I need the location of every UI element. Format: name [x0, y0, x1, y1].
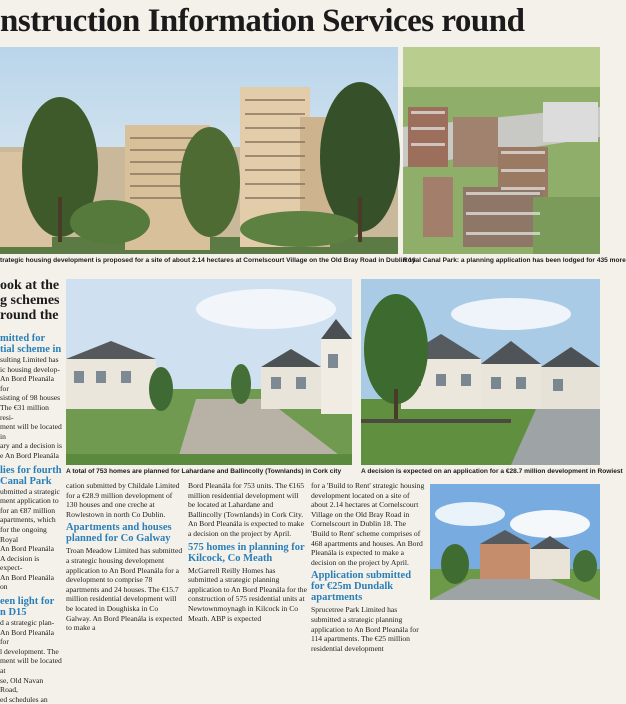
body-line: sulting Limited has	[0, 355, 59, 364]
royal-canal-park-aerial-photo	[403, 47, 600, 254]
rowlestown-houses-photo	[361, 279, 600, 465]
body-line: An Bord Pleanála for	[0, 627, 54, 647]
caption-top-left: trategic housing development is proposed for a site of about 2.14 hectares at Cornelscourt Village on the Old Bray Road in Dublin 18	[0, 257, 416, 264]
text-column-4	[311, 481, 426, 653]
body-line: ed schedules an	[0, 694, 48, 704]
body-line: apartments, which	[0, 515, 56, 525]
body-line: An Bord Pleanála for	[0, 374, 54, 393]
subheading: Application submitted for €25m Dundalk apartments	[311, 570, 412, 604]
subheading-line: mitted for	[0, 333, 46, 344]
page-headline: nstruction Information Services round	[0, 3, 525, 39]
body-line: An Bord Pleanála	[0, 544, 54, 554]
body-line: sisting of 98 houses	[0, 393, 61, 403]
body-line: ary and a decision is	[0, 441, 62, 451]
body-line: The €31 million resi-	[0, 402, 49, 422]
body-line: ubmitted a strategic	[0, 486, 60, 496]
body-line: d a strategic plan-	[0, 618, 55, 628]
subheading-line: tial scheme in	[0, 344, 62, 355]
cork-houses-photo	[66, 279, 352, 465]
dundalk-apartments-photo	[430, 484, 600, 600]
body-paragraph: cation submitted by Childale Limited for a €28.9 million development of 130 houses and one creche at Rowlestown in north Co Dublin.	[66, 481, 180, 519]
body-line: An Bord Pleanála on	[0, 572, 54, 592]
caption-mid-right: A decision is expected on an application for a €28.7 million development in Rowiest	[361, 468, 623, 475]
body-paragraph: Troan Meadow Limited has submitted a strategic housing development application to An Bord Pleanála for a development to comprise 78 apartments and 24 houses. The €15.7 million residential development will be located in Doughiska in Co Galway. An Bord Pleanála is expected to make a	[66, 546, 183, 633]
body-line: for the ongoing Royal	[0, 524, 47, 544]
standfirst-line: round the	[0, 308, 59, 323]
body-line: ment application to	[0, 496, 59, 506]
body-line: ment will be located in	[0, 422, 62, 441]
body-line: for an €87 million	[0, 505, 56, 515]
subheading: 575 homes in planning for Kilcock, Co Meath	[188, 541, 305, 564]
body-line: se, Old Navan Road,	[0, 675, 44, 695]
subheading-line: lies for fourth	[0, 464, 62, 476]
subheading-line: Canal Park	[0, 475, 52, 487]
caption-top-right: Royal Canal Park: a planning application has been lodged for 435 more	[403, 257, 626, 264]
body-paragraph: Sprucetree Park Limited has submitted a strategic planning application to An Bord Pleanála for 114 apartments. The €25 million residential development	[311, 605, 419, 653]
body-line: A decision is expect-	[0, 553, 40, 573]
subheading-line: een light for	[0, 596, 55, 608]
body-paragraph: Bord Pleanála for 753 units. The €165 million residential development will be located at Lahardane and Ballincolly (Townlands) in Cork City. An Bord Pleanála is expected to make a decision on the project by April.	[188, 481, 305, 538]
body-line: e An Bord Pleanála	[0, 450, 59, 460]
text-column-3	[188, 481, 307, 623]
body-paragraph: McGarrell Reilly Homes has submitted a strategic planning application to An Bord Pleanála for the construction of 575 residential units at Newtownmoynagh in Kilcock in Co Meath. ABP is expected	[188, 565, 307, 623]
body-paragraph: for a 'Build to Rent' strategic housing development located on a site of about 2.14 hectares at Cornelscourt Village on the Old Bray Road in Cornelscourt in Dublin 18. The 'Build to Rent' scheme comprises of 468 apartments and houses. An Bord Pleanála is expected to make a decision on the project by April.	[311, 481, 425, 567]
standfirst-line: ook at the	[0, 278, 60, 293]
standfirst-line: g schemes	[0, 293, 60, 308]
subheading: Apartments and houses planned for Co Galway	[66, 522, 172, 545]
caption-mid-left: A total of 753 homes are planned for Lahardane and Ballincolly (Townlands) in Cork city	[66, 468, 342, 475]
body-line: ment will be located at	[0, 656, 62, 676]
body-line: l development. The	[0, 646, 59, 656]
subheading-line: n D15	[0, 607, 27, 619]
cornelscourt-render-photo	[0, 47, 398, 254]
left-column	[0, 278, 62, 704]
text-column-2	[66, 481, 185, 633]
body-line: ic housing develop-	[0, 364, 60, 374]
